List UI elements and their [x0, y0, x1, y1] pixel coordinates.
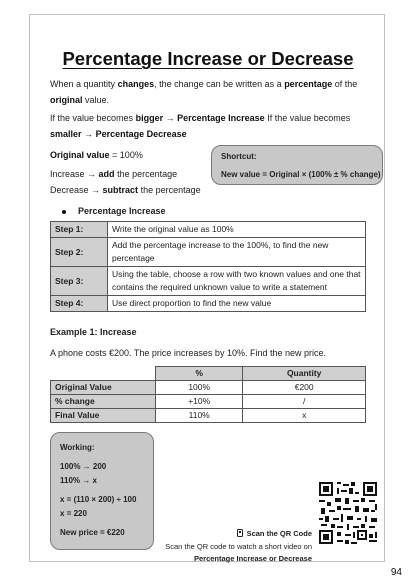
working-heading: Working:	[60, 443, 95, 452]
step-text: Write the original value as 100%	[108, 222, 366, 238]
empty-header-cell	[51, 367, 156, 381]
qr-line1: Scan the QR code to watch a short video on	[165, 542, 312, 551]
phone-icon	[236, 529, 244, 537]
working-line: 110% → x	[60, 476, 97, 485]
qr-title: Scan the QR Code	[236, 529, 312, 538]
example-heading: Example 1: Increase	[50, 327, 137, 337]
bullet-icon	[62, 210, 66, 214]
steps-table	[50, 221, 366, 312]
table-row	[51, 395, 366, 409]
shortcut-box	[211, 145, 383, 185]
percent-cell: +10%	[156, 395, 243, 409]
percent-cell: 110%	[156, 409, 243, 423]
working-line: x = (110 × 200) ÷ 100	[60, 495, 137, 504]
table-row	[51, 238, 366, 267]
increase-decrease-lines: Increase → add the percentage Decrease → subtract the percentage	[50, 169, 201, 195]
qr-code-icon[interactable]	[317, 480, 379, 546]
table-row	[51, 296, 366, 312]
table-header-row	[51, 367, 366, 381]
quantity-cell: €200	[243, 381, 366, 395]
shortcut-formula: New value = Original × (100% ± % change)	[221, 170, 381, 179]
step-label: Step 2:	[51, 238, 108, 267]
table-row	[51, 222, 366, 238]
row-label: % change	[51, 395, 156, 409]
qr-line2: Percentage Increase or Decrease	[194, 554, 312, 563]
column-header: %	[156, 367, 243, 381]
quantity-cell: x	[243, 409, 366, 423]
table-row	[51, 267, 366, 296]
example-table	[50, 366, 366, 423]
quantity-cell: /	[243, 395, 366, 409]
working-box	[50, 432, 154, 550]
step-label: Step 3:	[51, 267, 108, 296]
example-problem: A phone costs €200. The price increases by 10%. Find the new price.	[50, 348, 326, 358]
working-line: x = 220	[60, 509, 87, 518]
step-text: Use direct proportion to find the new value	[108, 296, 366, 312]
step-text: Using the table, choose a row with two known values and one that contains the required unknown value to write a statement	[108, 267, 366, 296]
step-text: Add the percentage increase to the 100%, to find the new percentage	[108, 238, 366, 267]
intro-paragraph: When a quantity changes, the change can be written as a percentage of the original value.	[50, 79, 358, 105]
bullet-heading: Percentage Increase	[62, 203, 166, 219]
original-value-line: Original value = 100%	[50, 150, 143, 160]
percent-cell: 100%	[156, 381, 243, 395]
row-label: Original Value	[51, 381, 156, 395]
page-number: 94	[390, 567, 402, 578]
working-line: New price = €220	[60, 528, 125, 537]
table-row	[51, 381, 366, 395]
working-line: 100% → 200	[60, 462, 107, 471]
page-title: Percentage Increase or Decrease	[62, 48, 354, 69]
step-label: Step 4:	[51, 296, 108, 312]
rule-paragraph: If the value becomes bigger → Percentage Increase If the value becomes smaller → Percentage Decrease	[50, 113, 351, 139]
column-header: Quantity	[243, 367, 366, 381]
row-label: Final Value	[51, 409, 156, 423]
shortcut-heading: Shortcut:	[221, 152, 257, 161]
table-row	[51, 409, 366, 423]
step-label: Step 1:	[51, 222, 108, 238]
